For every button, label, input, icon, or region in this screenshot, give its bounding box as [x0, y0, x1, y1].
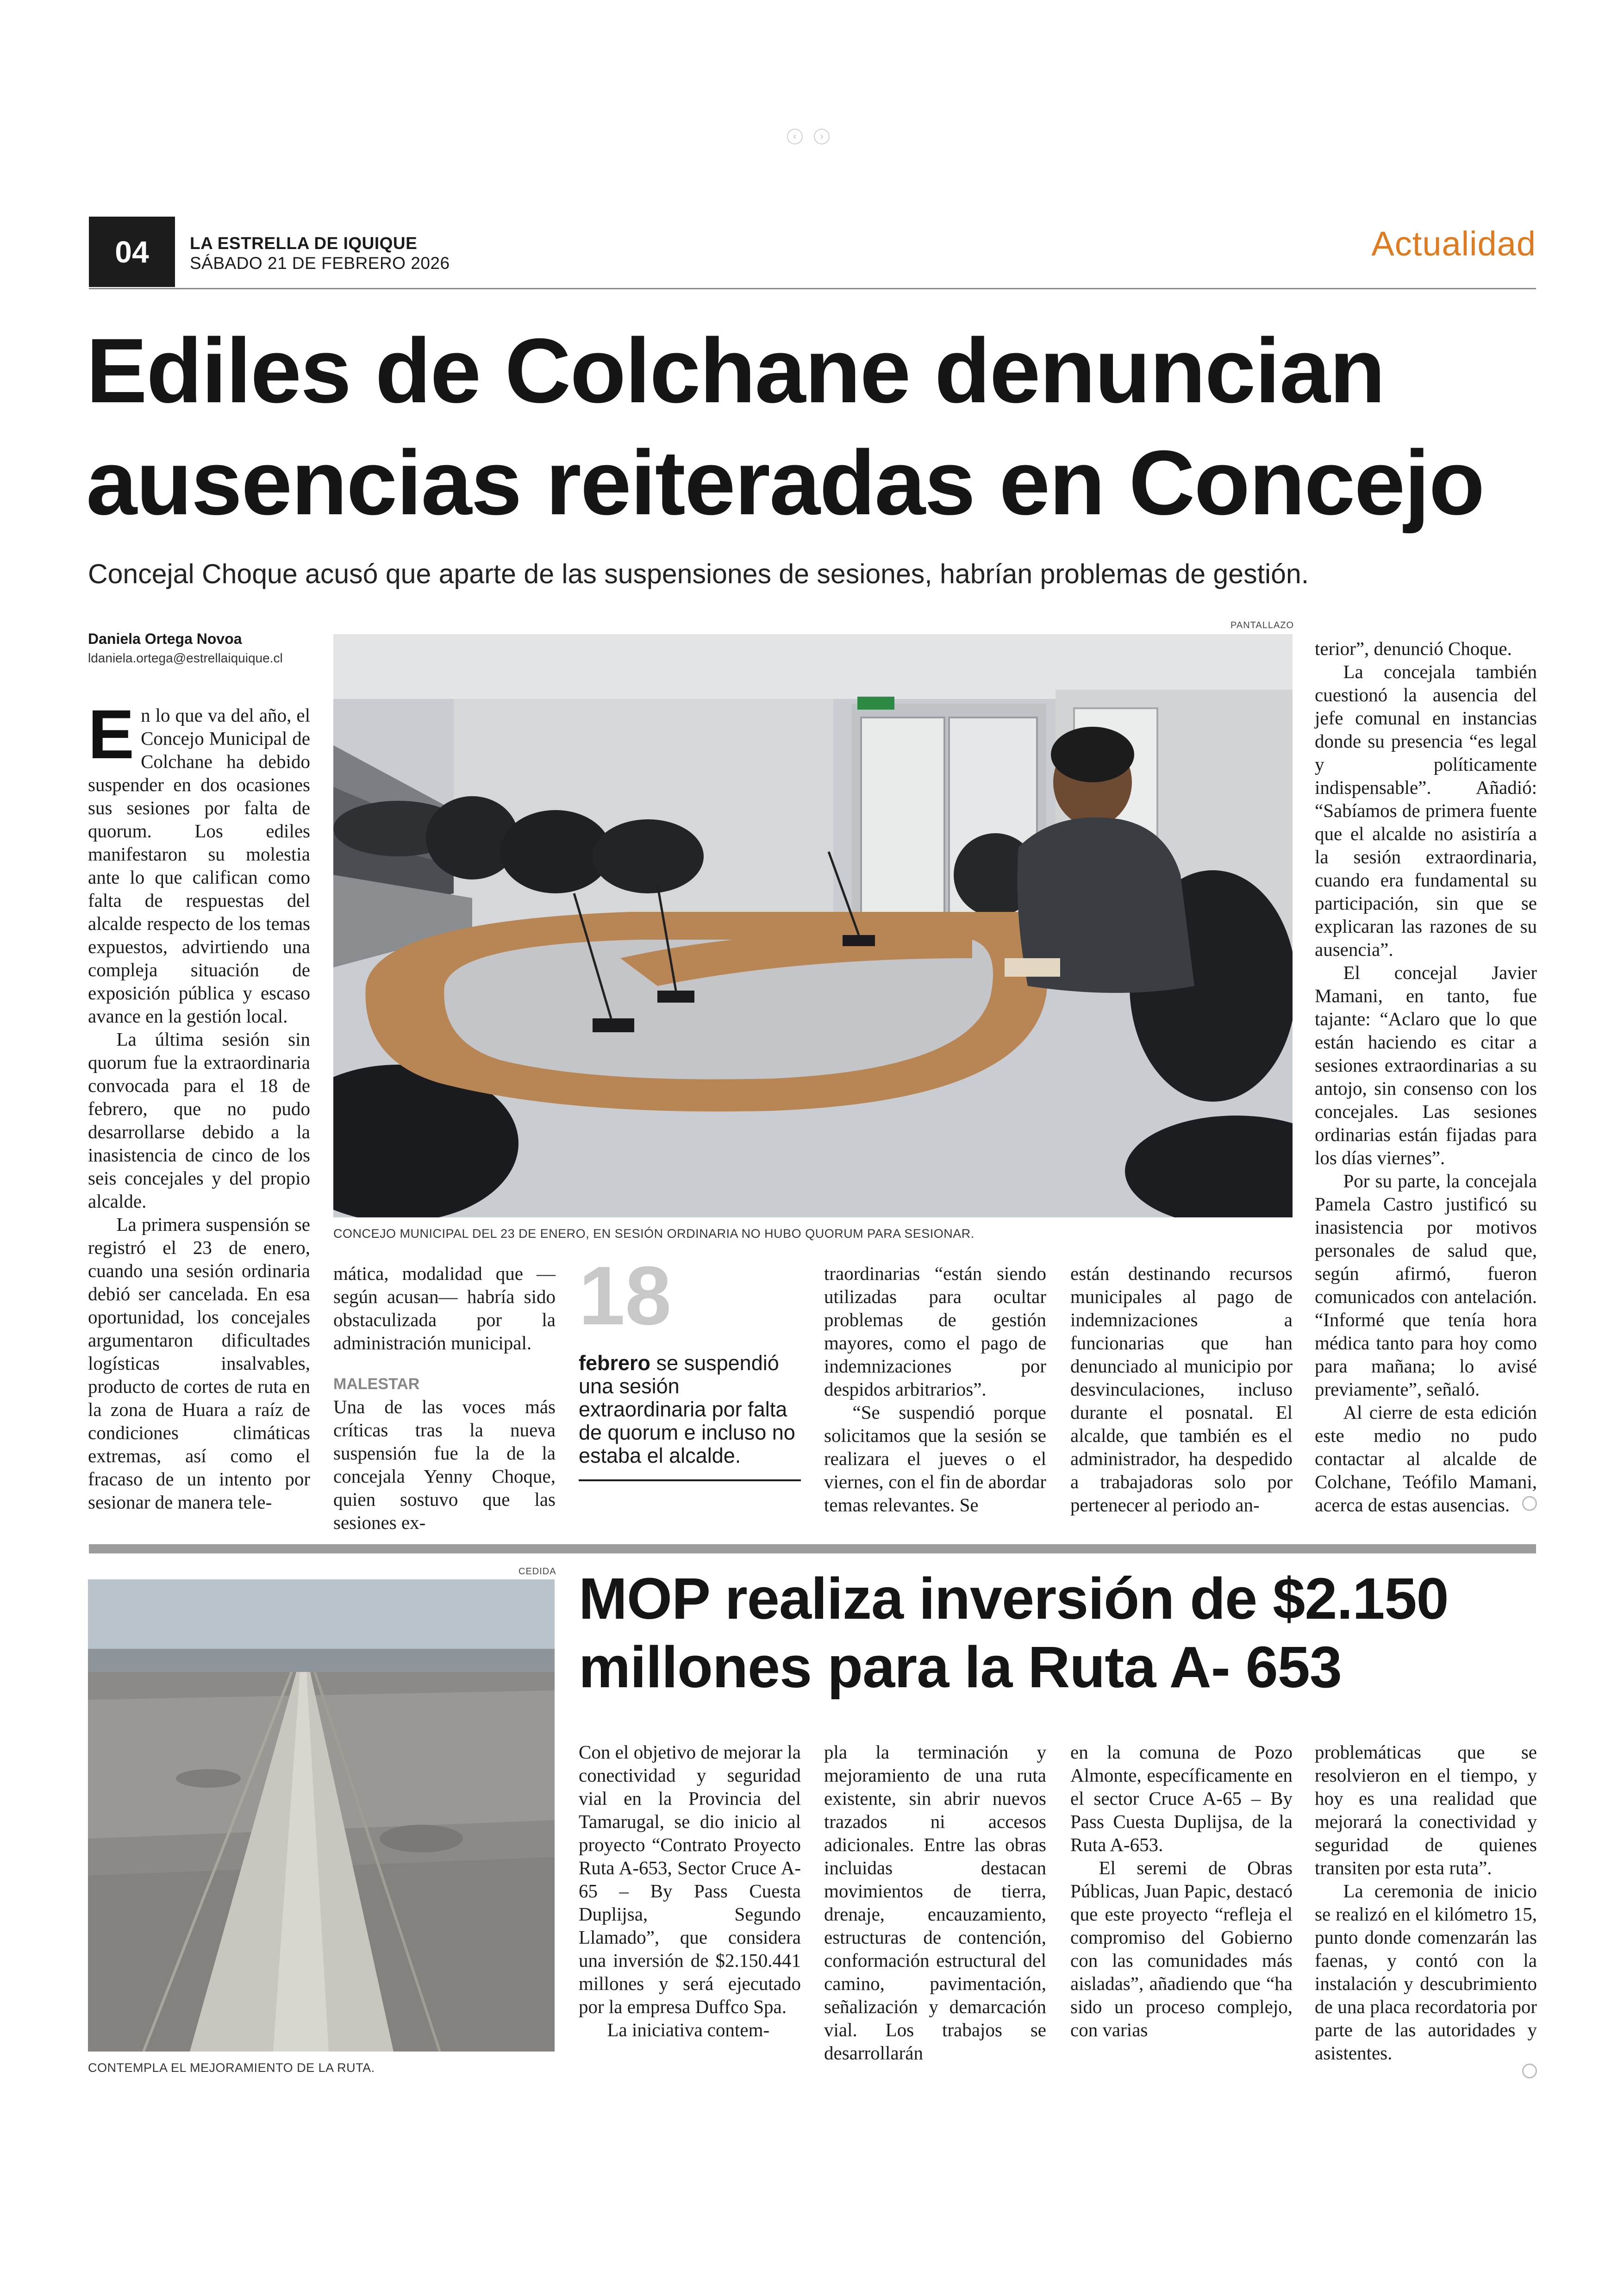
- article1-column-3: [824, 1262, 1046, 1516]
- author-name: Daniela Ortega Novoa: [88, 630, 242, 647]
- section-divider: [89, 1544, 1536, 1553]
- road-photo: [88, 1579, 555, 2052]
- council-photo: [333, 634, 1293, 1217]
- page-number-box: [89, 217, 175, 287]
- article2-col3-p1: en la comuna de Pozo Almonte, específicamente en el sector Cruce A-65 – By Pass Cuesta Duplijsa, de la Ruta A-653.: [1070, 1741, 1293, 1855]
- newspaper-name: LA ESTRELLA DE IQUIQUE: [190, 234, 418, 253]
- photo2-credit: CEDIDA: [518, 1566, 556, 1577]
- article1-col2-p1: mática, modalidad que —según acusan— habría sido obstaculizada por la administración municipal.: [333, 1263, 556, 1353]
- article2-headline: [579, 1565, 1542, 1702]
- desert-road-image: [88, 1579, 555, 2052]
- article2-column-1: [579, 1740, 801, 2041]
- article1-col2-p2: Una de las voces más críticas tras la nueva suspensión fue la de la concejala Yenny Choque, quien sostuvo que las sesiones ex-: [333, 1396, 556, 1533]
- article1-col3-p2: “Se suspendió porque solicitamos que la sesión se realizara el jueves o el viernes, con el fin de abordar temas relevantes. Se: [824, 1402, 1046, 1515]
- drop-cap: E: [88, 695, 135, 773]
- article1-col5-p5: Al cierre de esta edición este medio no pudo contactar al alcalde de Colchane, Teófilo Mamani, acerca de estas ausencias.: [1315, 1402, 1537, 1515]
- article2-col1-p1: Con el objetivo de mejorar la conectividad y seguridad vial en la Provincia del Tamarugal, se dio inicio al proyecto “Contrato Proyecto Ruta A-653, Sector Cruce A-65 – By Pass Cuesta Duplijsa, Segundo Llamado”, que considera una inversión de $2.150.441 millones y será ejecutado por la empresa Duffco Spa.: [579, 1741, 801, 2017]
- factbox-number: 18: [579, 1249, 672, 1342]
- article1-col5-p1: terior”, denunció Choque.: [1315, 638, 1512, 659]
- factbox: [579, 1250, 801, 1481]
- end-mark-icon-2: [1522, 2064, 1537, 2078]
- article1-column-5: [1315, 637, 1537, 1516]
- factbox-bold: febrero: [579, 1351, 651, 1375]
- article1-column-4: [1070, 1262, 1293, 1516]
- article2-headline-line1: MOP realiza inversión de $2.150: [579, 1566, 1449, 1631]
- article1-col1-p2: La última sesión sin quorum fue la extraordinaria convocada para el 18 de febrero, que no pudo desarrollarse debido a la inasistencia de cinco de los seis concejales y del propio alcalde.: [88, 1029, 310, 1212]
- article2-column-4: [1315, 1740, 1537, 2064]
- issue-date: SÁBADO 21 DE FEBRERO 2026: [190, 254, 450, 273]
- article2-headline-line2: millones para la Ruta A- 653: [579, 1634, 1342, 1700]
- page-number: 04: [115, 235, 149, 269]
- article2-column-2: [824, 1740, 1046, 2064]
- chevron-right-icon[interactable]: ›: [814, 129, 830, 144]
- header-rule: [89, 288, 1536, 289]
- article1-subheadline: Concejal Choque acusó que aparte de las suspensiones de sesiones, habrían problemas de gestión.: [88, 559, 1309, 589]
- factbox-rule: [579, 1479, 801, 1481]
- end-mark-icon: [1522, 1496, 1537, 1511]
- article1-col5-p2: La concejala también cuestionó la ausencia del jefe comunal en instancias donde su presencia “es legal y políticamente indispensable”. Añadió: “Sabíamos de primera fuente que el alcalde no asistiría a la sesión extraordinaria, cuando era fundamental su participación, sin que se explicaran las razones de su ausencia”.: [1315, 661, 1537, 960]
- article1-headline: [86, 315, 1544, 539]
- article1-col5-p3: El concejal Javier Mamani, en tanto, fue tajante: “Aclaro que lo que están haciendo es citar a sesiones extraordinarias a su antojo, sin consenso con los concejales. Las sesiones ordinarias están fijadas para los días viernes”.: [1315, 962, 1537, 1168]
- page-nav: [781, 129, 846, 144]
- article1-column-2: [333, 1262, 556, 1534]
- article1-col4-p1: están destinando recursos municipales al pago de indemnizaciones a funcionarias que han denunciado al municipio por desvinculaciones, incluso durante el posnatal. El alcalde, que también es el administrador, ha despedido a trabajadoras solo por pertenecer al periodo an-: [1070, 1263, 1293, 1515]
- council-room-image: [333, 634, 1293, 1217]
- photo1-caption: CONCEJO MUNICIPAL DEL 23 DE ENERO, EN SESIÓN ORDINARIA NO HUBO QUORUM PARA SESIONAR.: [333, 1227, 974, 1241]
- author-email: ldaniela.ortega@estrellaiquique.cl: [88, 651, 283, 665]
- photo2-caption: CONTEMPLA EL MEJORAMIENTO DE LA RUTA.: [88, 2061, 375, 2075]
- factbox-text: se suspendió una sesión extraordinaria por falta de quorum e incluso no estaba el alcalde.: [579, 1351, 795, 1467]
- section-label: Actualidad: [1371, 225, 1536, 263]
- article1-headline-line1: Ediles de Colchane denuncian: [86, 319, 1385, 422]
- article2-col3-p2: El seremi de Obras Públicas, Juan Papic, destacó que este proyecto “refleja el compromiso del Gobierno con las comunidades más aisladas”, añadiendo que “ha sido un proceso complejo, con varias: [1070, 1857, 1293, 2040]
- article1-col1-p1: n lo que va del año, el Concejo Municipal de Colchane ha debido suspender en dos ocasiones sus sesiones por falta de quorum. Los ediles manifestaron su molestia ante lo que califican como falta de respuestas del alcalde respecto de los temas expuestos, advirtiendo una compleja situación de exposición pública y escaso avance en la gestión local.: [88, 705, 310, 1027]
- article2-col2-p1: pla la terminación y mejoramiento de una ruta existente, sin abrir nuevos trazados ni accesos adicionales. Entre las obras incluidas destacan movimientos de tierra, drenaje, encauzamiento, estructuras de contención, conformación estructural del camino, pavimentación, señalización y demarcación vial. Los trabajos se desarrollarán: [824, 1741, 1046, 2064]
- article2-col1-p2: La iniciativa contem-: [607, 2019, 770, 2040]
- article1-col1-p3: La primera suspensión se registró el 23 de enero, cuando una sesión ordinaria debió ser cancelada. En esa oportunidad, los concejales argumentaron dificultades logísticas insalvables, producto de cortes de ruta en la zona de Huara a raíz de condiciones climáticas extremas, así como el fracaso de un intento por sesionar de manera tele-: [88, 1214, 310, 1513]
- article2-col4-p1: problemáticas que se resolvieron en el tiempo, y hoy es una realidad que mejorará la conectividad y seguridad de quienes transiten por esta ruta”.: [1315, 1741, 1537, 1878]
- chevron-left-icon[interactable]: ‹: [787, 129, 803, 144]
- article1-col5-p4: Por su parte, la concejala Pamela Castro justificó su inasistencia por motivos personales de salud que, según afirmó, fueron comunicados con antelación. “Informé que tenía hora médica tanto para hoy como para mañana; lo avisé previamente”, señaló.: [1315, 1170, 1537, 1400]
- article2-column-3: [1070, 1740, 1293, 2041]
- photo1-credit: PANTALLAZO: [1230, 620, 1294, 630]
- article1-col3-p1: traordinarias “están siendo utilizadas para ocultar problemas de gestión mayores, como el pago de indemnizaciones por despidos arbitrarios”.: [824, 1263, 1046, 1400]
- article2-col4-p2: La ceremonia de inicio se realizó en el kilómetro 15, punto donde comenzarán las faenas, y contó con la instalación y descubrimiento de una placa recordatoria por parte de las autoridades y asistentes.: [1315, 1880, 1537, 2064]
- article1-column-1: [88, 695, 310, 1514]
- article1-headline-line2: ausencias reiteradas en Concejo: [86, 431, 1484, 534]
- subhead-malestar: MALESTAR: [333, 1375, 420, 1393]
